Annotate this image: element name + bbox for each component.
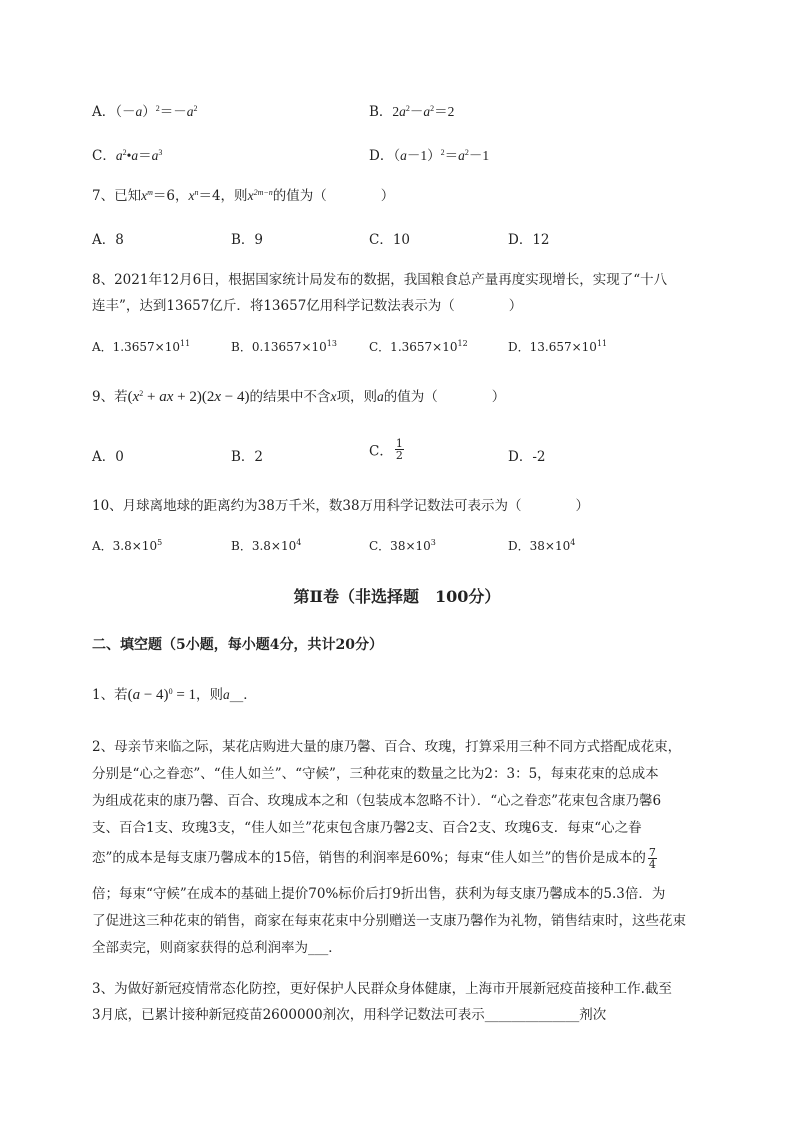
fill1-var: a: [223, 687, 230, 702]
q8-c-exp: 12: [457, 339, 468, 348]
q9-var-x: x: [330, 389, 337, 404]
q8-a-exp: 11: [179, 339, 191, 348]
q6-option-c: [92, 144, 162, 164]
fill3-line-1: 3、为做好新冠疫情常态化防控，更好保护人民群众身体健康，上海市开展新冠疫苗接种工作.截至: [92, 981, 672, 997]
q6-c-expression: $a^2•a=a^3$: [115, 148, 163, 163]
option-label: A．: [92, 104, 116, 120]
q10-stem: 10、月球离地球的距离约为38万千米，数38万用科学记数法可表示为（ ）: [92, 498, 590, 514]
answer-blank[interactable]: ______________: [484, 1007, 580, 1023]
q9-option-d: D．-2: [508, 449, 546, 465]
q6-option-b: [369, 100, 454, 120]
q8-option-d: [508, 338, 607, 355]
q9-expression: ($x^2$ + ax + 2)(2x − 4): [127, 389, 250, 405]
fill2-line-2: 分别是“心之眷恋”、“佳人如兰”、“守候”，三种花束的数量之比为2：3：5，每束花束的总成本: [92, 766, 659, 782]
fill1-prefix: 1、若: [92, 687, 128, 703]
q9-stem: [92, 385, 505, 406]
fill2-line-5-text: 恋”的成本是每支康乃馨成本的15倍，销售的利润率是60%；每束“佳人如兰”的售价是成本的: [92, 850, 646, 866]
q10-a-exp: 5: [157, 538, 163, 547]
q8-c-text: C．1.3657×10: [369, 340, 458, 354]
q10-c-exp: 3: [430, 538, 436, 547]
q8-option-a: [92, 338, 190, 355]
q7-stem: [92, 184, 394, 204]
q7-target: $x^{2m-n}$: [247, 188, 273, 203]
q9-suffix: 的值为（ ）: [383, 389, 506, 405]
section-subtitle: 二、填空题（5小题，每小题4分，共计20分）: [92, 637, 383, 653]
q9-c-fraction: [395, 438, 404, 461]
q7-option-d: D．12: [508, 232, 550, 248]
option-label: D．: [369, 148, 394, 164]
q7-option-c: C．10: [369, 232, 411, 248]
fill2-line-7: 了促进这三种花束的销售，商家在每束花束中分别赠送一支康乃馨作为礼物，销售结束时，这些花束: [92, 913, 686, 929]
q7-xm: $x^m$: [141, 188, 153, 203]
q6-option-a: [92, 100, 198, 120]
q6-option-d: [369, 144, 489, 164]
q8-line-1: 8、2021年12月6日，根据国家统计局发布的数据，我国粮食总产量再度实现增长，实现了“十八: [92, 272, 668, 288]
q10-d-exp: 4: [570, 538, 576, 547]
q7-suffix: 的值为（ ）: [272, 188, 395, 204]
q9-middle2: 项，则: [336, 389, 377, 405]
q8-option-b: [231, 338, 337, 355]
fraction-denominator: 4: [648, 858, 656, 871]
q10-option-c: [369, 537, 436, 554]
fill2-line-6: 倍；每束“守候”在成本的基础上提价70%标价后打9折出售，获利为每支康乃馨成本的5.3倍．为: [92, 886, 666, 902]
q9-middle: 的结果中不含: [249, 389, 331, 405]
fill2-line-1: 2、母亲节来临之际，某花店购进大量的康乃馨、百合、玫瑰，打算采用三种不同方式搭配成花束，: [92, 739, 682, 755]
q7-cond1: ＝6，: [152, 188, 189, 204]
q7-prefix: 7、已知: [92, 188, 142, 204]
q7-xn: $x^n$: [188, 188, 199, 203]
fill2-line-8: 全部卖完，则商家获得的总利润率为___．: [92, 940, 342, 956]
q7-cond2: ＝4，则: [198, 188, 248, 204]
fraction-numerator: 1: [395, 437, 403, 450]
fill2-line-4: 支、百合1支、玫瑰3支，“佳人如兰”花束包含康乃馨2支、百合2支、玫瑰6支．每束“心之眷: [92, 820, 642, 836]
fraction-numerator: 7: [648, 846, 656, 859]
fraction-denominator: 2: [395, 449, 403, 462]
fill3-line-2-text: 3月底，已累计接种新冠疫苗2600000剂次，用科学记数法可表示: [92, 1007, 485, 1023]
q8-b-text: B．0.13657×10: [231, 340, 327, 354]
q10-b-text: B．3.8×10: [231, 539, 297, 553]
q8-d-text: D．13.657×10: [508, 340, 597, 354]
fill2-line-5: [92, 846, 659, 870]
q8-b-exp: 13: [326, 339, 337, 348]
q10-option-b: [231, 537, 301, 554]
q10-option-d: [508, 537, 575, 554]
q7-option-b: B．9: [231, 232, 264, 248]
q6-a-expression: $(-a)^2=-a^2$: [115, 104, 198, 119]
section-title: 第Ⅱ卷（非选择题 100分）: [293, 587, 501, 606]
q9-option-c: [369, 438, 406, 461]
q10-d-text: D．38×10: [508, 539, 571, 553]
q10-option-a: [92, 537, 162, 554]
q10-c-text: C．38×10: [369, 539, 431, 553]
fill1-expression: $(a - 4)^0 = 1$: [127, 687, 197, 703]
q9-c-label: C．: [369, 443, 393, 460]
fill3-end: 剂次: [579, 1007, 607, 1023]
q9-option-b: B．2: [231, 449, 264, 465]
fill2-fraction: [648, 847, 657, 870]
q8-d-exp: 11: [596, 339, 608, 348]
q6-d-expression: $(a-1)^2=a^2-1$: [393, 148, 490, 163]
q9-var-a: a: [377, 389, 384, 404]
q8-line-2: 连丰”，达到13657亿斤．将13657亿用科学记数法表示为（ ）: [92, 298, 523, 314]
q9-prefix: 9、若: [92, 389, 128, 405]
q7-option-a: A．8: [92, 232, 124, 248]
fill3-line-2: [92, 1003, 606, 1023]
q8-option-c: [369, 338, 468, 355]
fill1-end: __．: [229, 687, 257, 703]
option-label: B．: [369, 104, 393, 120]
fill1-suffix: ，则: [196, 687, 224, 703]
q10-a-text: A．3.8×10: [92, 539, 158, 553]
q6-b-expression: $2a^2-a^2=2$: [392, 104, 455, 119]
fill2-line-3: 为组成花束的康乃馨、百合、玫瑰成本之和（包装成本忽略不计）．“心之眷恋”花束包含康乃馨6: [92, 793, 662, 809]
q9-option-a: A．0: [92, 449, 124, 465]
q8-a-text: A．1.3657×10: [92, 340, 180, 354]
option-label: C．: [92, 148, 116, 164]
fill1-stem: [92, 683, 257, 704]
q10-b-exp: 4: [296, 538, 302, 547]
